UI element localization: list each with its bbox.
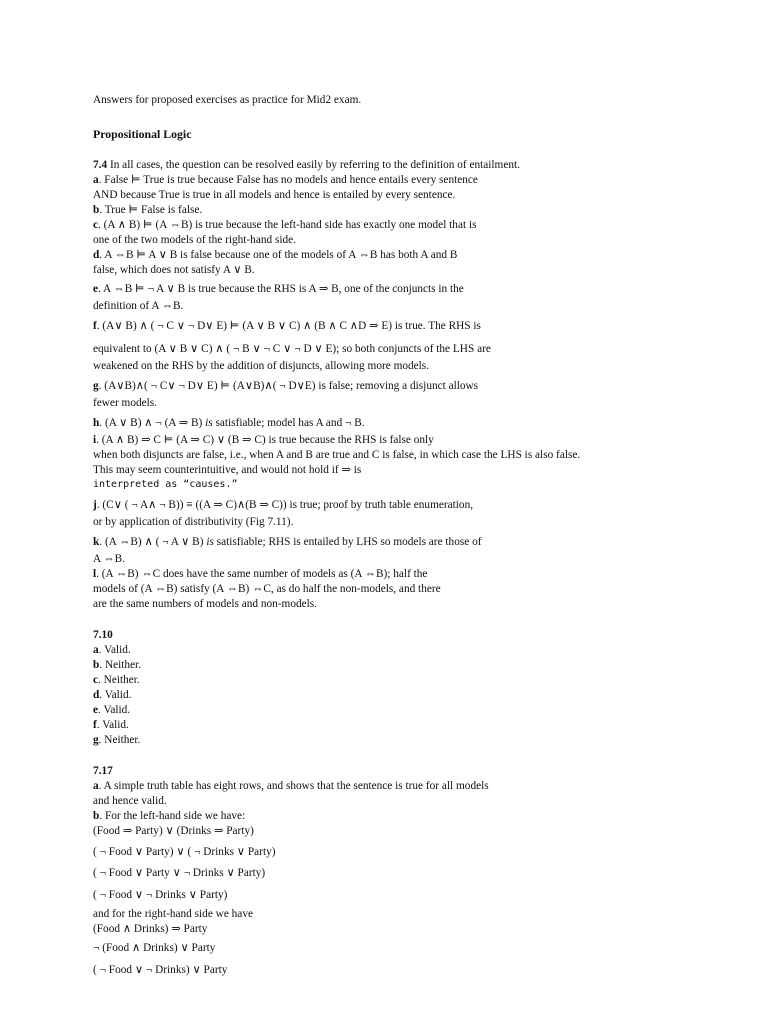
ex717-a: a. A simple truth table has eight rows, and shows that the sentence is true for all models <box>93 780 489 792</box>
ex74-i-cont: when both disjuncts are false, i.e., when A and B are true and C is false, in which case the LHS is also false. <box>93 449 581 461</box>
section-title: Propositional Logic <box>93 127 192 141</box>
ex74-j: j. (C∨ ( ¬ A∧ ¬ B)) ≡ ((A ⇒ C)∧(B ⇒ C)) is true; proof by truth table enumeration, <box>93 499 474 511</box>
ex74-a-cont: AND because True is true in all models and hence is entailed by every sentence. <box>93 189 456 201</box>
ex74-f-cont: equivalent to (A ∨ B ∨ C) ∧ ( ¬ B ∨ ¬ C ∨ ¬ D ∨ E); so both conjuncts of the LHS are <box>93 343 491 355</box>
ex74-c-cont: one of the two models of the right-hand side. <box>93 234 296 246</box>
formula-line: ( ¬ Food ∨ ¬ Drinks) ∨ Party <box>93 964 228 976</box>
ex74-number: 7.4 <box>93 159 108 171</box>
ex74-e-cont: definition of A ⇔B. <box>93 300 184 312</box>
ex717-number: 7.17 <box>93 765 113 777</box>
formula-line: ( ¬ Food ∨ Party ∨ ¬ Drinks ∨ Party) <box>93 867 266 879</box>
ex710-item: g. Neither. <box>93 734 141 746</box>
ex74-i: i. (A ∧ B) ⇒ C ⊨ (A ⇒ C) ∨ (B ⇒ C) is true because the RHS is false only <box>93 434 434 446</box>
ex74-i-cont2: This may seem counterintuitive, and would not hold if ⇒ is <box>93 464 362 476</box>
formula-line: (Food ⇒ Party) ∨ (Drinks ⇒ Party) <box>93 825 254 837</box>
ex74-d: d. A ⇔B ⊨ A ∨ B is false because one of the models of A ⇔B has both A and B <box>93 249 458 261</box>
ex710-item: f. Valid. <box>93 719 129 731</box>
ex74-c: c. (A ∧ B) ⊨ (A ⇔B) is true because the left-hand side has exactly one model that is <box>93 219 477 231</box>
ex74-f-cont2: weakened on the RHS by the addition of disjuncts, allowing more models. <box>93 360 430 372</box>
ex74-d-cont: false, which does not satisfy A ∨ B. <box>93 264 255 276</box>
formula-line: ( ¬ Food ∨ ¬ Drinks ∨ Party) <box>93 889 228 901</box>
ex710-number: 7.10 <box>93 629 113 641</box>
ex74-j-cont: or by application of distributivity (Fig 7.11). <box>93 516 294 528</box>
ex74-g-cont: fewer models. <box>93 397 157 409</box>
ex710-item: a. Valid. <box>93 644 131 656</box>
ex710-item: c. Neither. <box>93 674 140 686</box>
ex74-k-cont: A ⇔B. <box>93 553 126 565</box>
ex710-item: d. Valid. <box>93 689 132 701</box>
formula-line: (Food ∧ Drinks) ⇒ Party <box>93 923 208 935</box>
ex74-l-cont: models of (A ⇔B) satisfy (A ⇔B) ⇔C, as do half the non-models, and there <box>93 583 441 595</box>
ex74-f: f. (A∨ B) ∧ ( ¬ C ∨ ¬ D∨ E) ⊨ (A ∨ B ∨ C) ∧ (B ∧ C ∧D ⇒ E) is true. The RHS is <box>93 320 481 332</box>
ex74-l: l. (A ⇔B) ⇔C does have the same number of models as (A ⇔B); half the <box>93 568 428 580</box>
ex74-g: g. (A∨B)∧( ¬ C∨ ¬ D∨ E) ⊨ (A∨B)∧( ¬ D∨E) is false; removing a disjunct allows <box>93 380 479 392</box>
ex717-rhs-intro: and for the right-hand side we have <box>93 908 253 920</box>
ex74-h: h. (A ∨ B) ∧ ¬ (A ⇒ B) is satisfiable; model has A and ¬ B. <box>93 417 365 429</box>
ex74-l-cont2: are the same numbers of models and non-models. <box>93 598 317 610</box>
ex74-i-cont3: interpreted as “causes.” <box>93 479 238 490</box>
ex710-item: e. Valid. <box>93 704 131 716</box>
ex74-k: k. (A ⇔B) ∧ ( ¬ A ∨ B) is satisfiable; RHS is entailed by LHS so models are those of <box>93 536 482 548</box>
ex74-a: a. False ⊨ True is true because False has no models and hence entails every sentence <box>93 174 478 186</box>
formula-line: ( ¬ Food ∨ Party) ∨ ( ¬ Drinks ∨ Party) <box>93 846 276 858</box>
formula-line: ¬ (Food ∧ Drinks) ∨ Party <box>93 942 216 954</box>
ex74-e: e. A ⇔B ⊨ ¬ A ∨ B is true because the RHS is A ⇒ B, one of the conjuncts in the <box>93 283 464 295</box>
intro-line: Answers for proposed exercises as practice for Mid2 exam. <box>93 94 362 106</box>
ex74-lead: 7.4 In all cases, the question can be resolved easily by referring to the definition of entailment. <box>93 159 520 171</box>
ex710-item: b. Neither. <box>93 659 142 671</box>
ex74-b: b. True ⊨ False is false. <box>93 204 203 216</box>
ex717-b: b. For the left-hand side we have: <box>93 810 246 822</box>
ex717-a-cont: and hence valid. <box>93 795 167 807</box>
